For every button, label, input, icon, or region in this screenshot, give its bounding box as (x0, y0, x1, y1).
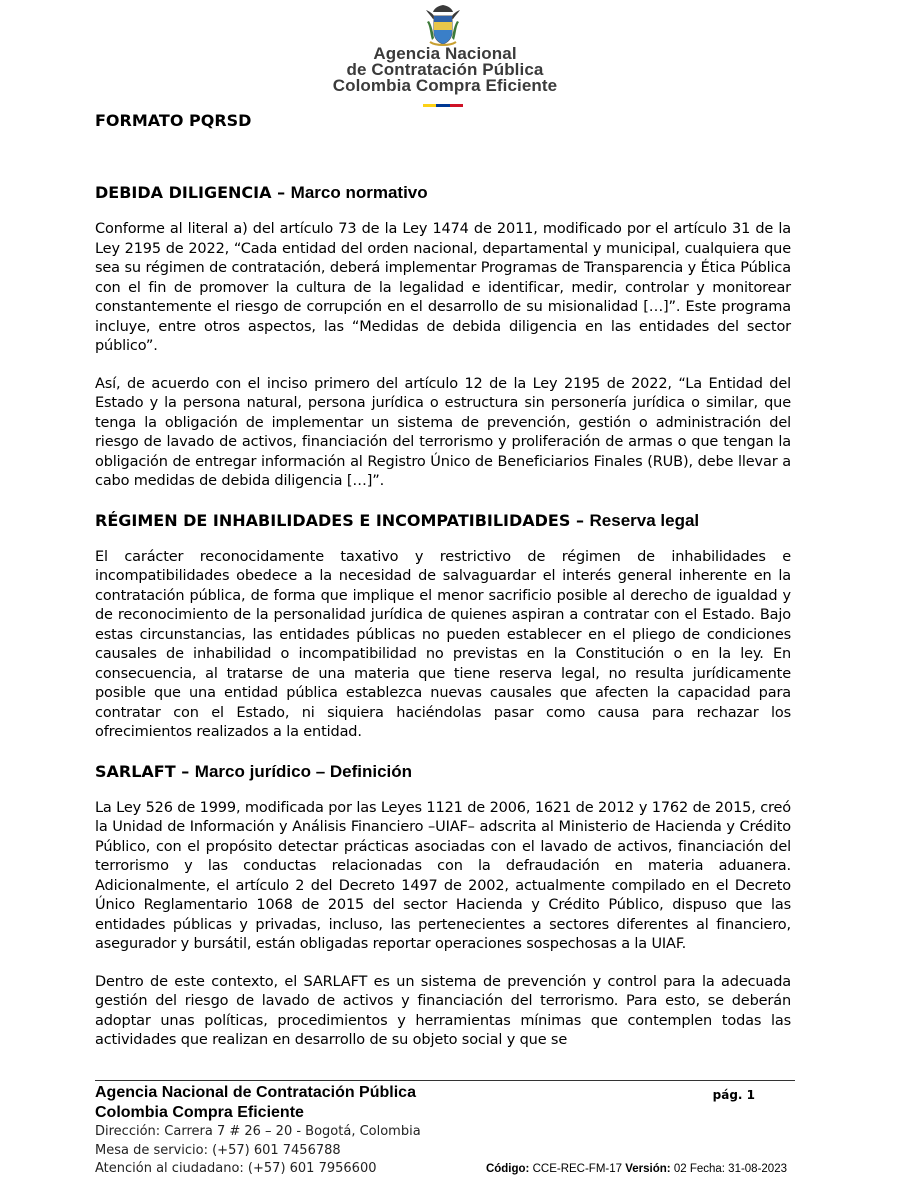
section-heading-sarlaft: SARLAFT – Marco jurídico – Definición (95, 761, 413, 781)
paragraph: Conforme al literal a) del artículo 73 de la Ley 1474 de 2011, modificado por el artículo 31 de la Ley 2195 de 2022, “Cada entidad del orden nacional, departamental y municipal, cualquiera que sea su régimen de contratación, deberá implementar Programas de Transparencia y Ética Pública con el fin de promover la cultura de la legalidad e identificar, medir, controlar y monitorear constantemente el riesgo de corrupción en el desarrollo de su misionalidad […]”. Este programa incluye, entre otros aspectos, las “Medidas de debida diligencia en las entidades del sector público”. (95, 221, 791, 354)
page-header (0, 0, 900, 110)
paragraph: Así, de acuerdo con el inciso primero del artículo 12 de la Ley 2195 de 2022, “La Entidad del Estado y la persona natural, persona jurídica o estructura sin personería jurídica o similar, que tenga la obligación de implementar un sistema de prevención, gestión o administración del riesgo de lavado de activos, financiación del terrorismo y proliferación de armas o que tengan la obligación de entregar información al Registro Único de Beneficiarios Finales (RUB), debe llevar a cabo medidas de debida diligencia […]”. (95, 375, 791, 489)
section-heading-inhabilidades: RÉGIMEN DE INHABILIDADES E INCOMPATIBILIDADES – Reserva legal (95, 510, 700, 530)
heading-sub: Marco normativo (290, 183, 428, 202)
footer-service-desk: Mesa de servicio: (+57) 601 7456788 (95, 1142, 341, 1158)
page-footer (95, 1083, 795, 1193)
section-heading-debida-diligencia: DEBIDA DILIGENCIA – Marco normativo (95, 183, 428, 202)
heading-sub: Marco jurídico – Definición (194, 761, 413, 781)
agency-name-line3: Colombia Compra Eficiente (332, 76, 558, 95)
heading-sub: Reserva legal (589, 510, 700, 530)
page-number: pág. 1 (712, 1088, 755, 1102)
agency-name-line2: de Contratación Pública (346, 60, 544, 79)
heading-main: SARLAFT (95, 761, 176, 781)
heading-main: RÉGIMEN DE INHABILIDADES E INCOMPATIBILIDADES (95, 510, 571, 530)
document-body (95, 110, 791, 1051)
code-value: CCE-REC-FM-17 (532, 1163, 623, 1175)
footer-address: Dirección: Carrera 7 # 26 – 20 - Bogotá, Colombia (95, 1124, 421, 1139)
agency-name (300, 46, 590, 94)
agency-name-line1: Agencia Nacional (373, 44, 517, 63)
colombia-coat-of-arms-icon (422, 2, 464, 48)
version-label: Versión: (625, 1163, 671, 1175)
footer-org-line2: Colombia Compra Eficiente (95, 1104, 304, 1121)
paragraph: Dentro de este contexto, el SARLAFT es un sistema de prevención y control para la adecuada gestión del riesgo de lavado de activos y financiación del terrorismo. Para esto, se deberán adoptar unas políticas, procedimientos y herramientas mínimas que contemplen todas las actividades que realizan en desarrollo de su objeto social y que se (95, 973, 791, 1048)
document-code (486, 1163, 787, 1175)
heading-main: DEBIDA DILIGENCIA (95, 183, 272, 202)
flag-red (450, 104, 463, 107)
paragraph: La Ley 526 de 1999, modificada por las Leyes 1121 de 2006, 1621 de 2012 y 1762 de 2015, creó la Unidad de Información y Análisis Financiero –UIAF– adscrita al Ministerio de Hacienda y Crédito Público, con el propósito detectar prácticas asociadas con el lavado de activos, financiación del terrorismo y las conductas relacionadas con la defraudación en materia aduanera. Adicionalmente, el artículo 2 del Decreto 1497 de 2002, actualmente compilado en el Decreto Único Reglamentario 1068 de 2015 del sector Hacienda y Crédito Público, dispuso que las entidades públicas y privadas, incluso, las pertenecientes a sectores diferentes al financiero, asegurador y bursátil, están obligadas reportar operaciones sospechosas a la UIAF. (95, 799, 791, 952)
version-value: 02 Fecha: 31-08-2023 (673, 1163, 787, 1175)
paragraph: El carácter reconocidamente taxativo y restrictivo de régimen de inhabilidades e incompatibilidades obedece a la necesidad de salvaguardar el interés general inherente en la contratación pública, de forma que implique el menor sacrificio posible al derecho de igualdad y de reconocimiento de la personalidad jurídica de quienes aspiran a contratar con el Estado. Bajo estas circunstancias, las entidades públicas no pueden establecer en el pliego de condiciones causales de inhabilidad o incompatibilidad no previstas en la Constitución o en la ley. En consecuencia, al tratarse de una materia que tiene reserva legal, no resulta jurídicamente posible que una entidad pública establezca nuevas causales que afecten la capacidad para contratar con el Estado, ni siquiera haciéndolas pasar como causa para rechazar los ofrecimientos realizados a la entidad. (95, 548, 791, 740)
document-title: FORMATO PQRSD (95, 111, 252, 130)
flag-yellow (423, 104, 436, 107)
code-label: Código: (485, 1163, 530, 1175)
flag-blue (436, 104, 449, 107)
footer-org-line1: Agencia Nacional de Contratación Pública (95, 1084, 416, 1101)
footer-divider (95, 1080, 795, 1081)
colombia-flag-stripe (423, 104, 463, 107)
footer-citizen-line: Atención al ciudadano: (+57) 601 7956600 (95, 1161, 377, 1176)
